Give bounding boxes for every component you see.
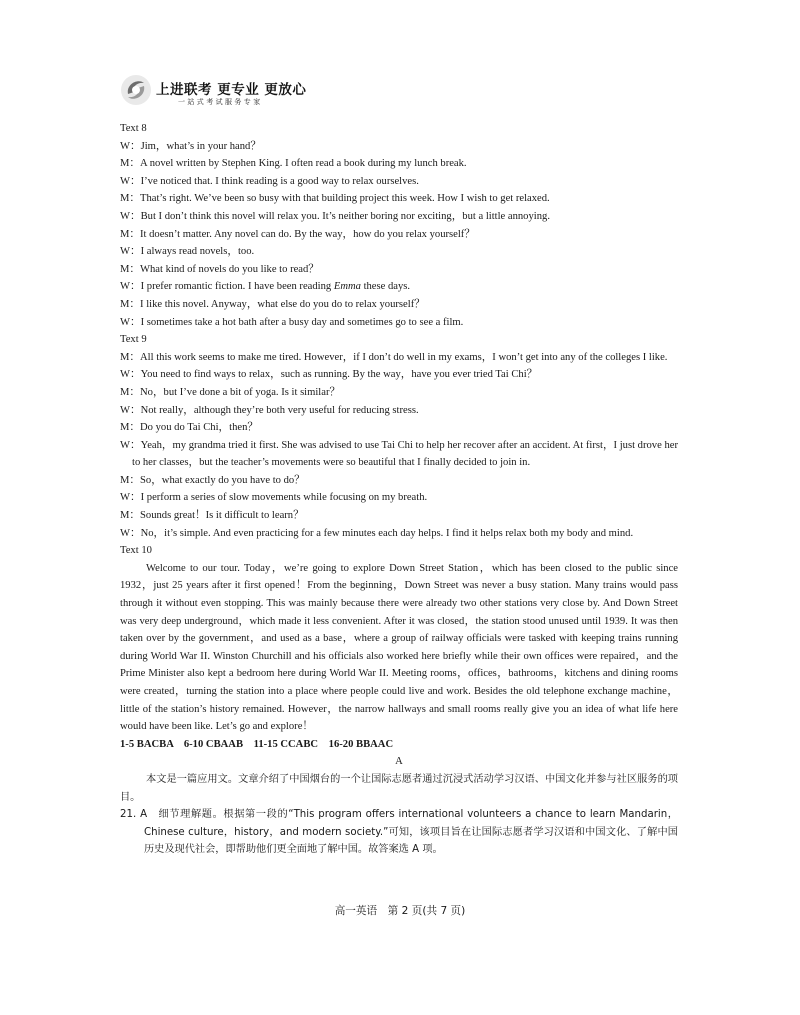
dialogue-line: M：What kind of novels do you like to read？ (120, 263, 319, 275)
dialogue-line: M：All this work seems to make me tired. However，if I don’t do well in my exams，I won’t get into any of the colleges I like. (120, 351, 668, 363)
dialogue-line: W：But I don’t think this novel will relax you. It’s neither boring nor exciting，but a little annoying. (120, 210, 550, 222)
dialogue-line: W：No，it’s simple. And even practicing for a few minutes each day helps. I find it helps relax both my body and mind. (120, 527, 634, 539)
document-body (120, 120, 678, 859)
text10-paragraph: Welcome to our tour. Today，we’re going to explore Down Street Station，which has been closed to the public since 1932，just 25 years after it first opened！From the beginning，Down Street was never a busy station. Many trains would pass through it without even stopping. This was mainly because there were already two other stations very close by. And Down Street was very deep underground，which made it less convenient. After it was closed，the station stood unused until 1939. It was then taken over by the government，and used as a base，where a group of railway officials were tasked with keeping trains running during World War II. Winston Churchill and his officials also worked here briefly while their own offices were repaired，and the Prime Minister also kept a bedroom here during World War II. Meeting rooms，offices，bathrooms，kitchens and dining rooms were created，turning the station into a place where people could live and work. Besides the old telephone exchange machine，little of the station’s history remained. However，the narrow hallways and small rooms really give you an idea of what life here would have been like. Let’s go and explore！ (120, 562, 678, 733)
section-a-intro: 本文是一篇应用文。文章介绍了中国烟台的一个让国际志愿者通过沉浸式活动学习汉语、中国文化并参与社区服务的项目。 (120, 773, 678, 803)
dialogue-line: W：I perform a series of slow movements while focusing on my breath. (120, 492, 428, 504)
page-footer: 高一英语 第 2 页(共 7 页) (334, 905, 466, 917)
logo-swirl-icon (120, 74, 152, 106)
text9-dialogue (120, 349, 678, 543)
dialogue-line: W：Jim，what’s in your hand？ (120, 140, 261, 152)
dialogue-line: W：Yeah，my grandma tried it first. She was advised to use Tai Chi to help her recover after an accident. At first，I just drove her to her classes，but the teacher’s movements were so beautiful that I finally decided to join in. (120, 439, 678, 469)
brand-tagline: 一站式考试服务专家 (178, 98, 263, 106)
dialogue-line: M：So，what exactly do you have to do？ (120, 474, 305, 486)
dialogue-line: W：I’ve noticed that. I think reading is a good way to relax ourselves. (120, 175, 419, 187)
text8-title: Text 8 (120, 123, 147, 134)
dialogue-line: W：I sometimes take a hot bath after a busy day and sometimes go to see a film. (120, 316, 464, 328)
text8-dialogue (120, 138, 678, 279)
dialogue-line: M：No，but I’ve done a bit of yoga. Is it similar？ (120, 386, 341, 398)
dialogue-line: M：Do you do Tai Chi，then？ (120, 422, 258, 434)
publisher-logo (120, 72, 380, 112)
dialogue-line: M：That’s right. We’ve been so busy with that building project this week. How I wish to get relaxed. (120, 193, 550, 205)
dialogue-line: W：You need to find ways to relax，such as running. By the way，have you ever tried Tai Chi？ (120, 369, 538, 381)
book-title-emma: Emma (333, 281, 361, 293)
dialogue-line: M：A novel written by Stephen King. I often read a book during my lunch break. (120, 158, 467, 170)
text10-title: Text 10 (120, 545, 152, 557)
dialogue-line: M：Sounds great！Is it difficult to learn？ (120, 510, 304, 522)
dialogue-line: W：I always read novels，too. (120, 246, 255, 258)
dialogue-line: M：I like this novel. Anyway，what else do you do to relax yourself？ (120, 298, 425, 310)
text8-emma-line: W：I prefer romantic fiction. I have been reading Emma these days. (120, 281, 411, 293)
brand-slogan: 上进联考 更专业 更放心 (156, 82, 307, 98)
question-21-explanation: 21. A 细节理解题。根据第一段的“This program offers international volunteers a chance to learn Mandarin，Chinese culture，history，and modern society.”可知，该项目旨在让国际志愿者学习汉语和中国文化、了解中国历史及现代社会，即帮助他们更全面地了解中国。故答案选 A 项。 (120, 809, 678, 856)
dialogue-line: W：Not really，although they’re both very useful for reducing stress. (120, 404, 419, 416)
answer-key: 1-5 BACBA 6-10 CBAAB 11-15 CCABC 16-20 BBAAC (120, 738, 394, 750)
text9-title: Text 9 (120, 334, 147, 346)
section-a-label: A (395, 756, 403, 768)
dialogue-line: M：It doesn’t matter. Any novel can do. By the way，how do you relax yourself？ (120, 228, 475, 240)
text8-dialogue-end (120, 296, 678, 331)
